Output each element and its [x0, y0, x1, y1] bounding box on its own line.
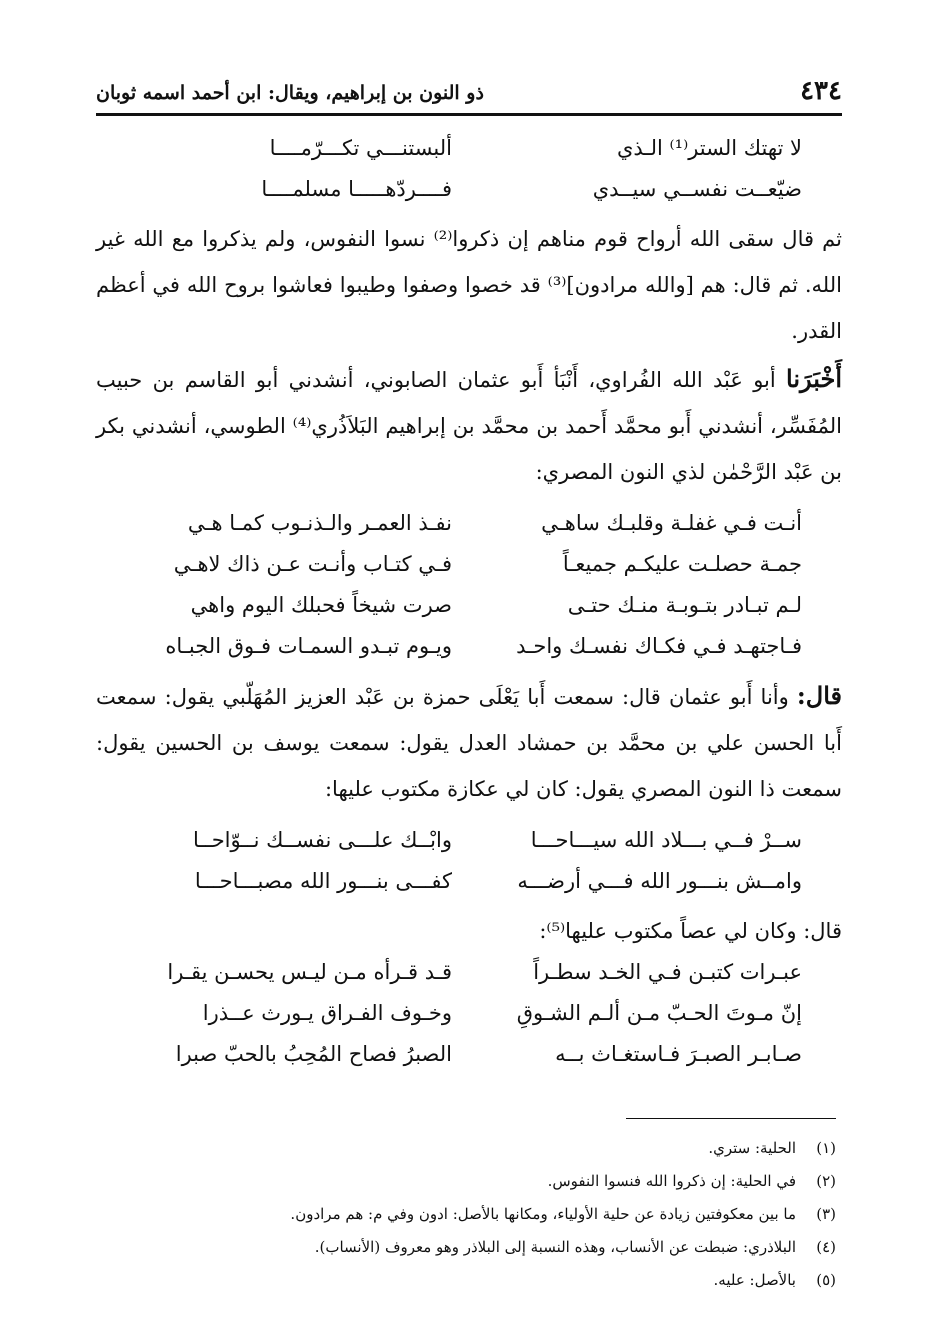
footnote	[96, 1231, 836, 1264]
poem-1	[96, 132, 842, 214]
footnote-number: (١)	[816, 1139, 836, 1157]
verse-second-hemistich: قـد قـرأه مـن ليـس يحسـن يقـرا	[167, 960, 452, 984]
verse-first-hemistich: صـابـر الصبـرَ فـاستغـاث بــه	[555, 1042, 802, 1066]
verse-second-hemistich: صرت شيخاً فحبلك اليوم واهي	[190, 593, 452, 617]
paragraph-text: وأنا أَبو عثمان قال: سمعت أَبا يَعْلَى حمزة بن عَبْد العزيز المُهَلّبي يقول: سمعت أَبا الحسن علي بن محمَّد بن حمشاد العدل يقول: سمعت يوسف بن الحسين يقول: سمعت ذا النون المصري يقول: كان لي عكازة مكتوب عليها:	[96, 685, 842, 801]
verse-second-hemistich: فـي كتـاب وأنـت عـن ذاك لاهـي	[173, 552, 452, 576]
footnotes	[96, 1132, 836, 1297]
verse-second-hemistich: ألبستنـــي تكـــرّمــــا	[269, 136, 452, 160]
footnote-number: (٥)	[816, 1271, 836, 1289]
footnote-number: (٢)	[816, 1172, 836, 1190]
verse-line	[96, 548, 842, 589]
header-rule	[96, 113, 842, 116]
footnote	[96, 1264, 836, 1297]
paragraph-3	[96, 673, 842, 812]
verse-line	[96, 1038, 842, 1079]
footnote-number: (٣)	[816, 1205, 836, 1223]
verse-second-hemistich: وخـوف الفـراق يـورث عــذرا	[202, 1001, 452, 1025]
main-text	[96, 132, 842, 1079]
poem-3	[96, 824, 842, 906]
spacer	[96, 497, 842, 507]
verse-first-hemistich: عبـرات كتبـن فـي الخـد سطـراً	[533, 960, 802, 984]
verse-line	[96, 173, 842, 214]
verse-second-hemistich: الصبرُ فصاح المُحِبُ بالحبّ صبرا	[175, 1042, 452, 1066]
paragraph-1: ثم قال سقى الله أرواح قوم مناهم إن ذكروا⁽²⁾ نسوا النفوس، ولم يذكروا مع الله غير الله. ثم قال: هم [والله مرادون]⁽³⁾ قد خصوا وصفوا وطيبوا فعاشوا بروح الله في أعظم القدر.	[96, 227, 842, 343]
verse-first-hemistich: لـم تبـادر بتـوبـة منـك حتـى	[567, 593, 802, 617]
verse-first-hemistich: ســرْ فــي بـــلاد الله سيـــاحـــا	[530, 828, 802, 852]
paragraph-4: قال: وكان لي عصاً مكتوب عليها⁽⁵⁾:	[539, 919, 842, 943]
verse-line	[96, 507, 842, 548]
verse-line	[96, 824, 842, 865]
footnote-rule	[626, 1118, 836, 1119]
spacer	[96, 814, 842, 824]
verse-first-hemistich: ضيّعــت نفســي سيــدي	[592, 177, 802, 201]
verse-second-hemistich: فــــردّهـــــا مسلمــــا	[261, 177, 452, 201]
page-number: ٤٣٤	[800, 76, 842, 106]
verse-line	[96, 997, 842, 1038]
paragraph-text: أبو عَبْد الله الفُراوي، أَنْبَأ أَبو عثمان الصابوني، أنشدني أبو القاسم بن حبيب المُفَسِّر، أنشدني أَبو محمَّد أَحمد بن محمَّد بن إبراهيم البَلاَذُري⁽⁴⁾ الطوسي، أنشدني بكر بن عَبْد الرَّحْمٰن لذي النون المصري:	[96, 368, 842, 484]
verse-second-hemistich: ويـوم تبـدو السمـات فـوق الجبـاه	[165, 634, 452, 658]
footnote	[96, 1132, 836, 1165]
running-title: ذو النون بن إبراهيم، ويقال: ابن أحمد اسمه ثوبان	[96, 82, 484, 104]
poem-4	[96, 956, 842, 1079]
page-header	[96, 70, 842, 116]
verse-second-hemistich: نفـذ العمـر والـذنـوب كمـا هـي	[187, 511, 452, 535]
verse-first-hemistich: لا تهتك الستر⁽¹⁾ الـذي	[616, 136, 802, 160]
verse-first-hemistich: أنـت فـي غفلـة وقلبـك ساهـي	[541, 511, 802, 535]
footnote-number: (٤)	[816, 1238, 836, 1256]
poem-2	[96, 507, 842, 671]
footnote	[96, 1165, 836, 1198]
verse-line	[96, 630, 842, 671]
verse-line	[96, 956, 842, 997]
paragraph-lead-word: قال:	[796, 681, 842, 710]
verse-first-hemistich: إنّ مـوتَ الحـبّ مـن ألـم الشـوقِ	[516, 1001, 802, 1025]
footnote	[96, 1198, 836, 1231]
paragraph-2	[96, 356, 842, 495]
footnote-text: الحلية: ستري.	[708, 1139, 796, 1157]
footnote-text: في الحلية: إن ذكروا الله فنسوا النفوس.	[547, 1172, 796, 1190]
footnote-text: ما بين معكوفتين زيادة عن حلية الأولياء، ومكانها بالأصل: ادون وفي م: هم مرادون.	[290, 1205, 796, 1223]
verse-first-hemistich: وامــش بنـــور الله فـــي أرضـــه	[517, 869, 802, 893]
verse-first-hemistich: فـاجتهـد فـي فكـاك نفسـك واحـد	[516, 634, 802, 658]
verse-line	[96, 132, 842, 173]
footnote-text: بالأصل: عليه.	[713, 1271, 796, 1289]
footnote-text: البلاذري: ضبطت عن الأنساب، وهذه النسبة إلى البلاذر وهو معروف (الأنساب).	[314, 1238, 796, 1256]
verse-line	[96, 865, 842, 906]
verse-line	[96, 589, 842, 630]
verse-second-hemistich: كفـــى بنـــور الله مصبـــاحـــا	[194, 869, 452, 893]
verse-first-hemistich: جمـة حصلـت عليكـم جميعـاً	[562, 552, 802, 576]
verse-second-hemistich: وابْــك علـــى نفســك نــوّاحــا	[192, 828, 452, 852]
paragraph-lead-word: أَخْبَرَنا	[786, 364, 842, 393]
